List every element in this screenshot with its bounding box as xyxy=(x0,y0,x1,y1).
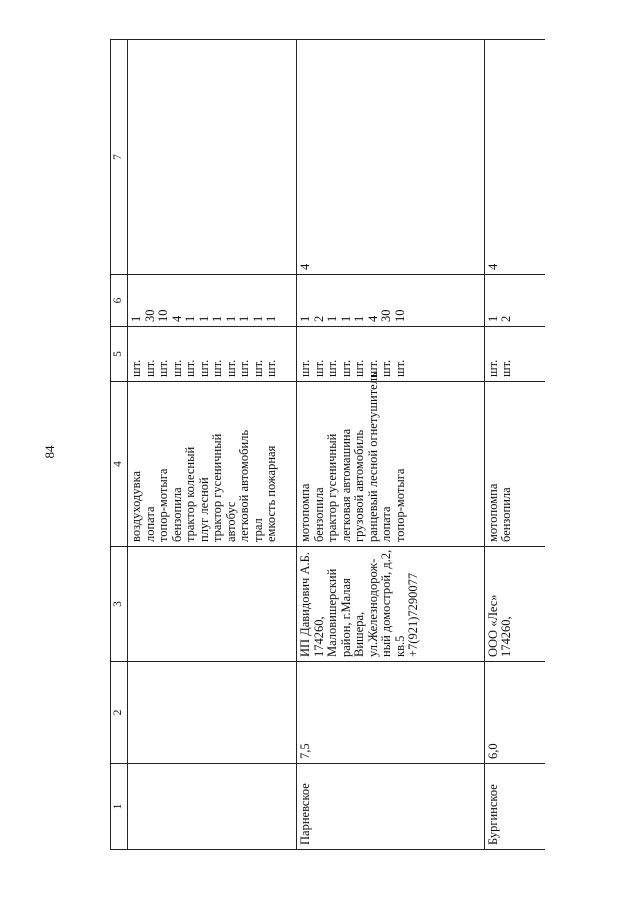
note-cell xyxy=(128,40,297,275)
unit-label: шт. xyxy=(237,359,251,377)
unit-label: шт. xyxy=(223,359,238,377)
header-col-2: 2 xyxy=(111,662,128,764)
equipment-name-cell xyxy=(297,372,485,547)
quantity-value: 1 xyxy=(183,315,197,322)
quantity-value: 2 xyxy=(499,315,514,322)
quantity-value: 30 xyxy=(379,309,394,322)
header-col-4: 4 xyxy=(111,382,128,547)
equipment-name: топор-мотыга xyxy=(392,468,407,542)
header-col-1: 1 xyxy=(111,764,128,850)
equipment-name: плуг лесной xyxy=(196,477,211,542)
unit-cell xyxy=(484,327,545,382)
table-row xyxy=(128,40,297,850)
quantity-value: 1 xyxy=(129,315,143,322)
quantity-value: 1 xyxy=(237,315,251,322)
organization-line: 174260, xyxy=(311,616,326,657)
organization-line: Маловишерский xyxy=(325,568,340,657)
unit-label: шт. xyxy=(325,359,340,377)
quantity-value: 1 xyxy=(264,315,278,322)
unit-label: шт. xyxy=(250,359,265,377)
equipment-name-cell xyxy=(484,382,545,547)
area-value-cell: 6,0 xyxy=(484,662,545,764)
equipment-name: лопата xyxy=(142,506,157,542)
settlement-name-cell xyxy=(128,764,297,850)
quantity-value: 1 xyxy=(223,315,238,322)
page-number: 84 xyxy=(42,445,57,459)
table-row xyxy=(297,40,485,850)
unit-label: шт. xyxy=(485,359,500,377)
equipment-name-cell xyxy=(128,382,297,547)
organization-line: район, г.Малая xyxy=(338,578,353,657)
quantity-cell xyxy=(484,275,545,327)
rotated-table-wrapper xyxy=(110,40,545,850)
equipment-name: топор-мотыга xyxy=(156,468,170,542)
settlement-name-cell: Бургинское xyxy=(484,764,545,850)
unit-label: шт. xyxy=(169,359,184,377)
table-body xyxy=(128,40,546,850)
quantity-cell xyxy=(297,275,485,327)
table-row xyxy=(484,40,545,850)
unit-label: шт. xyxy=(210,359,224,377)
header-col-6: 6 xyxy=(111,275,128,327)
quantity-value: 2 xyxy=(311,315,326,322)
organization-line: +7(921)7290077 xyxy=(406,572,421,657)
unit-label: шт. xyxy=(129,359,143,377)
quantity-value: 1 xyxy=(298,315,313,322)
quantity-value: 1 xyxy=(338,315,353,322)
header-col-7: 7 xyxy=(111,40,128,275)
quantity-value: 4 xyxy=(169,315,184,322)
quantity-value: 30 xyxy=(142,309,157,322)
equipment-name: трактор колесный xyxy=(183,446,197,542)
organization-line: кв.5 xyxy=(392,635,407,657)
area-value-cell: 7,5 xyxy=(297,662,485,764)
equipment-name: легковой автомобиль xyxy=(237,429,251,542)
unit-label: шт. xyxy=(499,359,514,377)
note-cell: 4 xyxy=(484,40,545,275)
organization-line: Вишера, xyxy=(352,611,367,657)
unit-label: шт. xyxy=(298,359,313,377)
organization-line: 174260, xyxy=(499,616,514,657)
equipment-name: грузовой автомобиль xyxy=(352,429,367,542)
equipment-name: трал xyxy=(250,518,265,542)
equipment-name: мотопомпа xyxy=(298,483,313,542)
unit-label: шт. xyxy=(352,359,367,377)
quantity-value: 1 xyxy=(485,315,500,322)
quantity-value: 1 xyxy=(325,315,340,322)
header-col-5: 5 xyxy=(111,327,128,382)
unit-label: шт. xyxy=(379,359,394,377)
note-cell: 4 xyxy=(297,40,485,275)
quantity-value: 10 xyxy=(156,309,170,322)
quantity-cell xyxy=(128,275,297,327)
organization-line: ул.Железнодорож- xyxy=(365,558,380,657)
quantity-value: 1 xyxy=(196,315,211,322)
equipment-name: воздуходувка xyxy=(129,471,143,542)
equipment-name: ранцевый лесной огнетушитель xyxy=(365,372,380,542)
equipment-name: легковая автомашина xyxy=(338,428,353,542)
quantity-value: 10 xyxy=(392,309,407,322)
unit-label: шт. xyxy=(156,359,170,377)
equipment-name: лопата xyxy=(379,506,394,542)
header-col-3: 3 xyxy=(111,547,128,662)
quantity-value: 1 xyxy=(352,315,367,322)
unit-cell xyxy=(128,327,297,382)
equipment-name: мотопомпа xyxy=(485,483,500,542)
organization-cell xyxy=(297,547,485,662)
unit-label: шт. xyxy=(183,359,197,377)
unit-label: шт. xyxy=(264,359,278,377)
equipment-name: автобус xyxy=(223,501,238,542)
equipment-name: бензопила xyxy=(169,487,184,542)
equipment-table xyxy=(110,39,545,850)
quantity-value: 1 xyxy=(210,315,224,322)
equipment-name: трактор гусеничный xyxy=(325,433,340,542)
settlement-name-cell: Парневское xyxy=(297,764,485,850)
organization-line: ИП Давидович А.Б. xyxy=(298,552,313,657)
unit-label: шт. xyxy=(392,359,407,377)
quantity-value: 1 xyxy=(250,315,265,322)
equipment-name: трактор гусеничный xyxy=(210,433,224,542)
area-value-cell xyxy=(128,662,297,764)
unit-label: шт. xyxy=(196,359,211,377)
organization-line: ООО «Лес» xyxy=(485,594,500,657)
equipment-name: емкость пожарная xyxy=(264,445,278,542)
header-row xyxy=(111,40,128,850)
quantity-value: 4 xyxy=(365,315,380,322)
unit-label: шт. xyxy=(311,359,326,377)
organization-cell xyxy=(128,547,297,662)
unit-label: шт. xyxy=(338,359,353,377)
unit-label: шт. xyxy=(142,359,157,377)
equipment-name: бензопила xyxy=(311,487,326,542)
unit-cell xyxy=(297,327,485,382)
unit-label: шт. xyxy=(365,359,380,377)
organization-line: ный домострой, д.2, xyxy=(379,549,394,657)
organization-cell xyxy=(484,547,545,662)
equipment-name: бензопила xyxy=(499,487,514,542)
